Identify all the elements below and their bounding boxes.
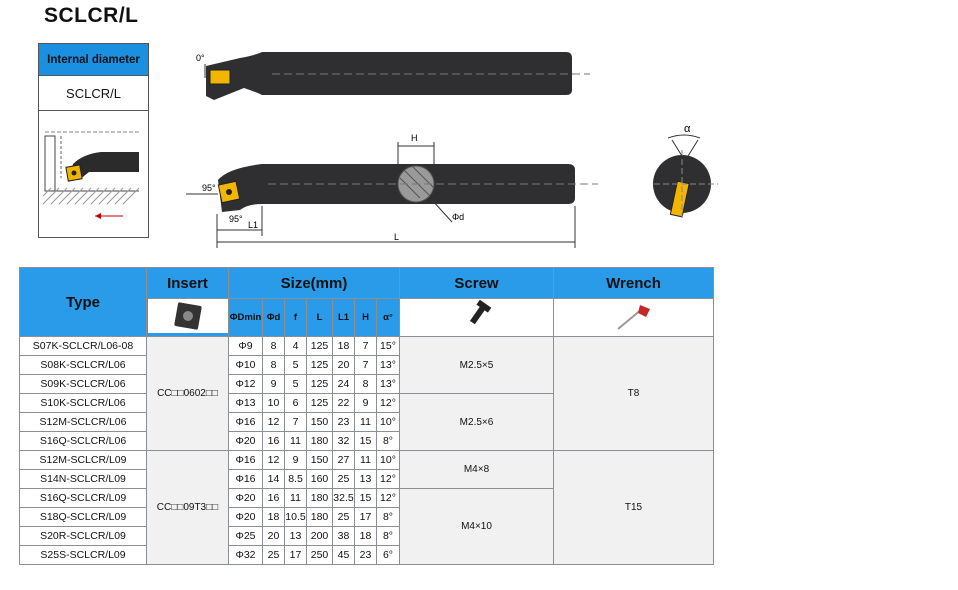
col-d: Φd [263,299,285,337]
col-H: H [355,299,377,337]
col-alpha: α° [377,299,400,337]
table-row: S10K-SCLCR/L06 Φ13 10 6 125 22 9 12° M2.5×6 [20,394,714,413]
type-header: Type [20,268,147,337]
h-label: H [411,133,418,143]
l-label: L [394,232,400,242]
tool-drawing [0,0,958,265]
table-row: S07K-SCLCR/L06-08 CC□□0602□□ Φ9 8 4 125 18 7 15° M2.5×5 T8 [20,337,714,356]
phi-d-label: Φd [452,212,465,222]
insert-cell: CC□□09T3□□ [147,451,229,565]
page-title: SCLCR/L [44,4,139,27]
table-row: S25S-SCLCR/L09 Φ32 25 17 250 45 23 6° [20,546,714,565]
table-row: S14N-SCLCR/L09 Φ16 14 8.5 160 25 13 12° [20,470,714,489]
wrench-cell: T8 [554,337,714,451]
screw-image [400,299,554,337]
table-row: S18Q-SCLCR/L09 Φ20 18 10.5 180 25 17 8° [20,508,714,527]
wrench-image [554,299,714,337]
category-name: SCLCR/L [39,76,148,111]
insert-top [210,70,230,84]
size-header: Size(mm) [229,268,400,299]
screw-cell: M4×10 [400,489,554,565]
screw-cell: M2.5×6 [400,394,554,451]
screw-cell: M4×8 [400,451,554,489]
col-L: L [307,299,333,337]
tool-body-top [206,52,572,100]
deg95-top-label: 95° [202,183,216,193]
table-row: S09K-SCLCR/L06 Φ12 9 5 125 24 8 13° [20,375,714,394]
wrench-cell: T15 [554,451,714,565]
alpha-label: α [684,123,691,135]
insert-image [147,299,229,337]
spec-table [19,267,714,565]
table-row: S12M-SCLCR/L09 CC□□09T3□□ Φ16 12 9 150 27 11 10° M4×8 T15 [20,451,714,470]
wrench-header: Wrench [554,268,714,299]
col-dmin: ΦDmin [229,299,263,337]
table-row: S16Q-SCLCR/L06 Φ20 16 11 180 32 15 8° [20,432,714,451]
l1-label: L1 [248,220,259,230]
tool-body-side [218,164,575,212]
category-header: Internal diameter [39,44,148,76]
screw-header: Screw [400,268,554,299]
screw-cell: M2.5×5 [400,337,554,394]
table-row: S20R-SCLCR/L09 Φ25 20 13 200 38 18 8° [20,527,714,546]
col-L1: L1 [333,299,355,337]
deg95-bottom-label: 95° [229,214,243,224]
table-row: S08K-SCLCR/L06 Φ10 8 5 125 20 7 13° [20,356,714,375]
table-row: S16Q-SCLCR/L09 Φ20 16 11 180 32.5 15 12° M4×10 [20,489,714,508]
col-f: f [285,299,307,337]
zero-deg-label: 0° [196,53,205,63]
insert-header: Insert [147,268,229,299]
table-row: S12M-SCLCR/L06 Φ16 12 7 150 23 11 10° [20,413,714,432]
insert-cell: CC□□0602□□ [147,337,229,451]
